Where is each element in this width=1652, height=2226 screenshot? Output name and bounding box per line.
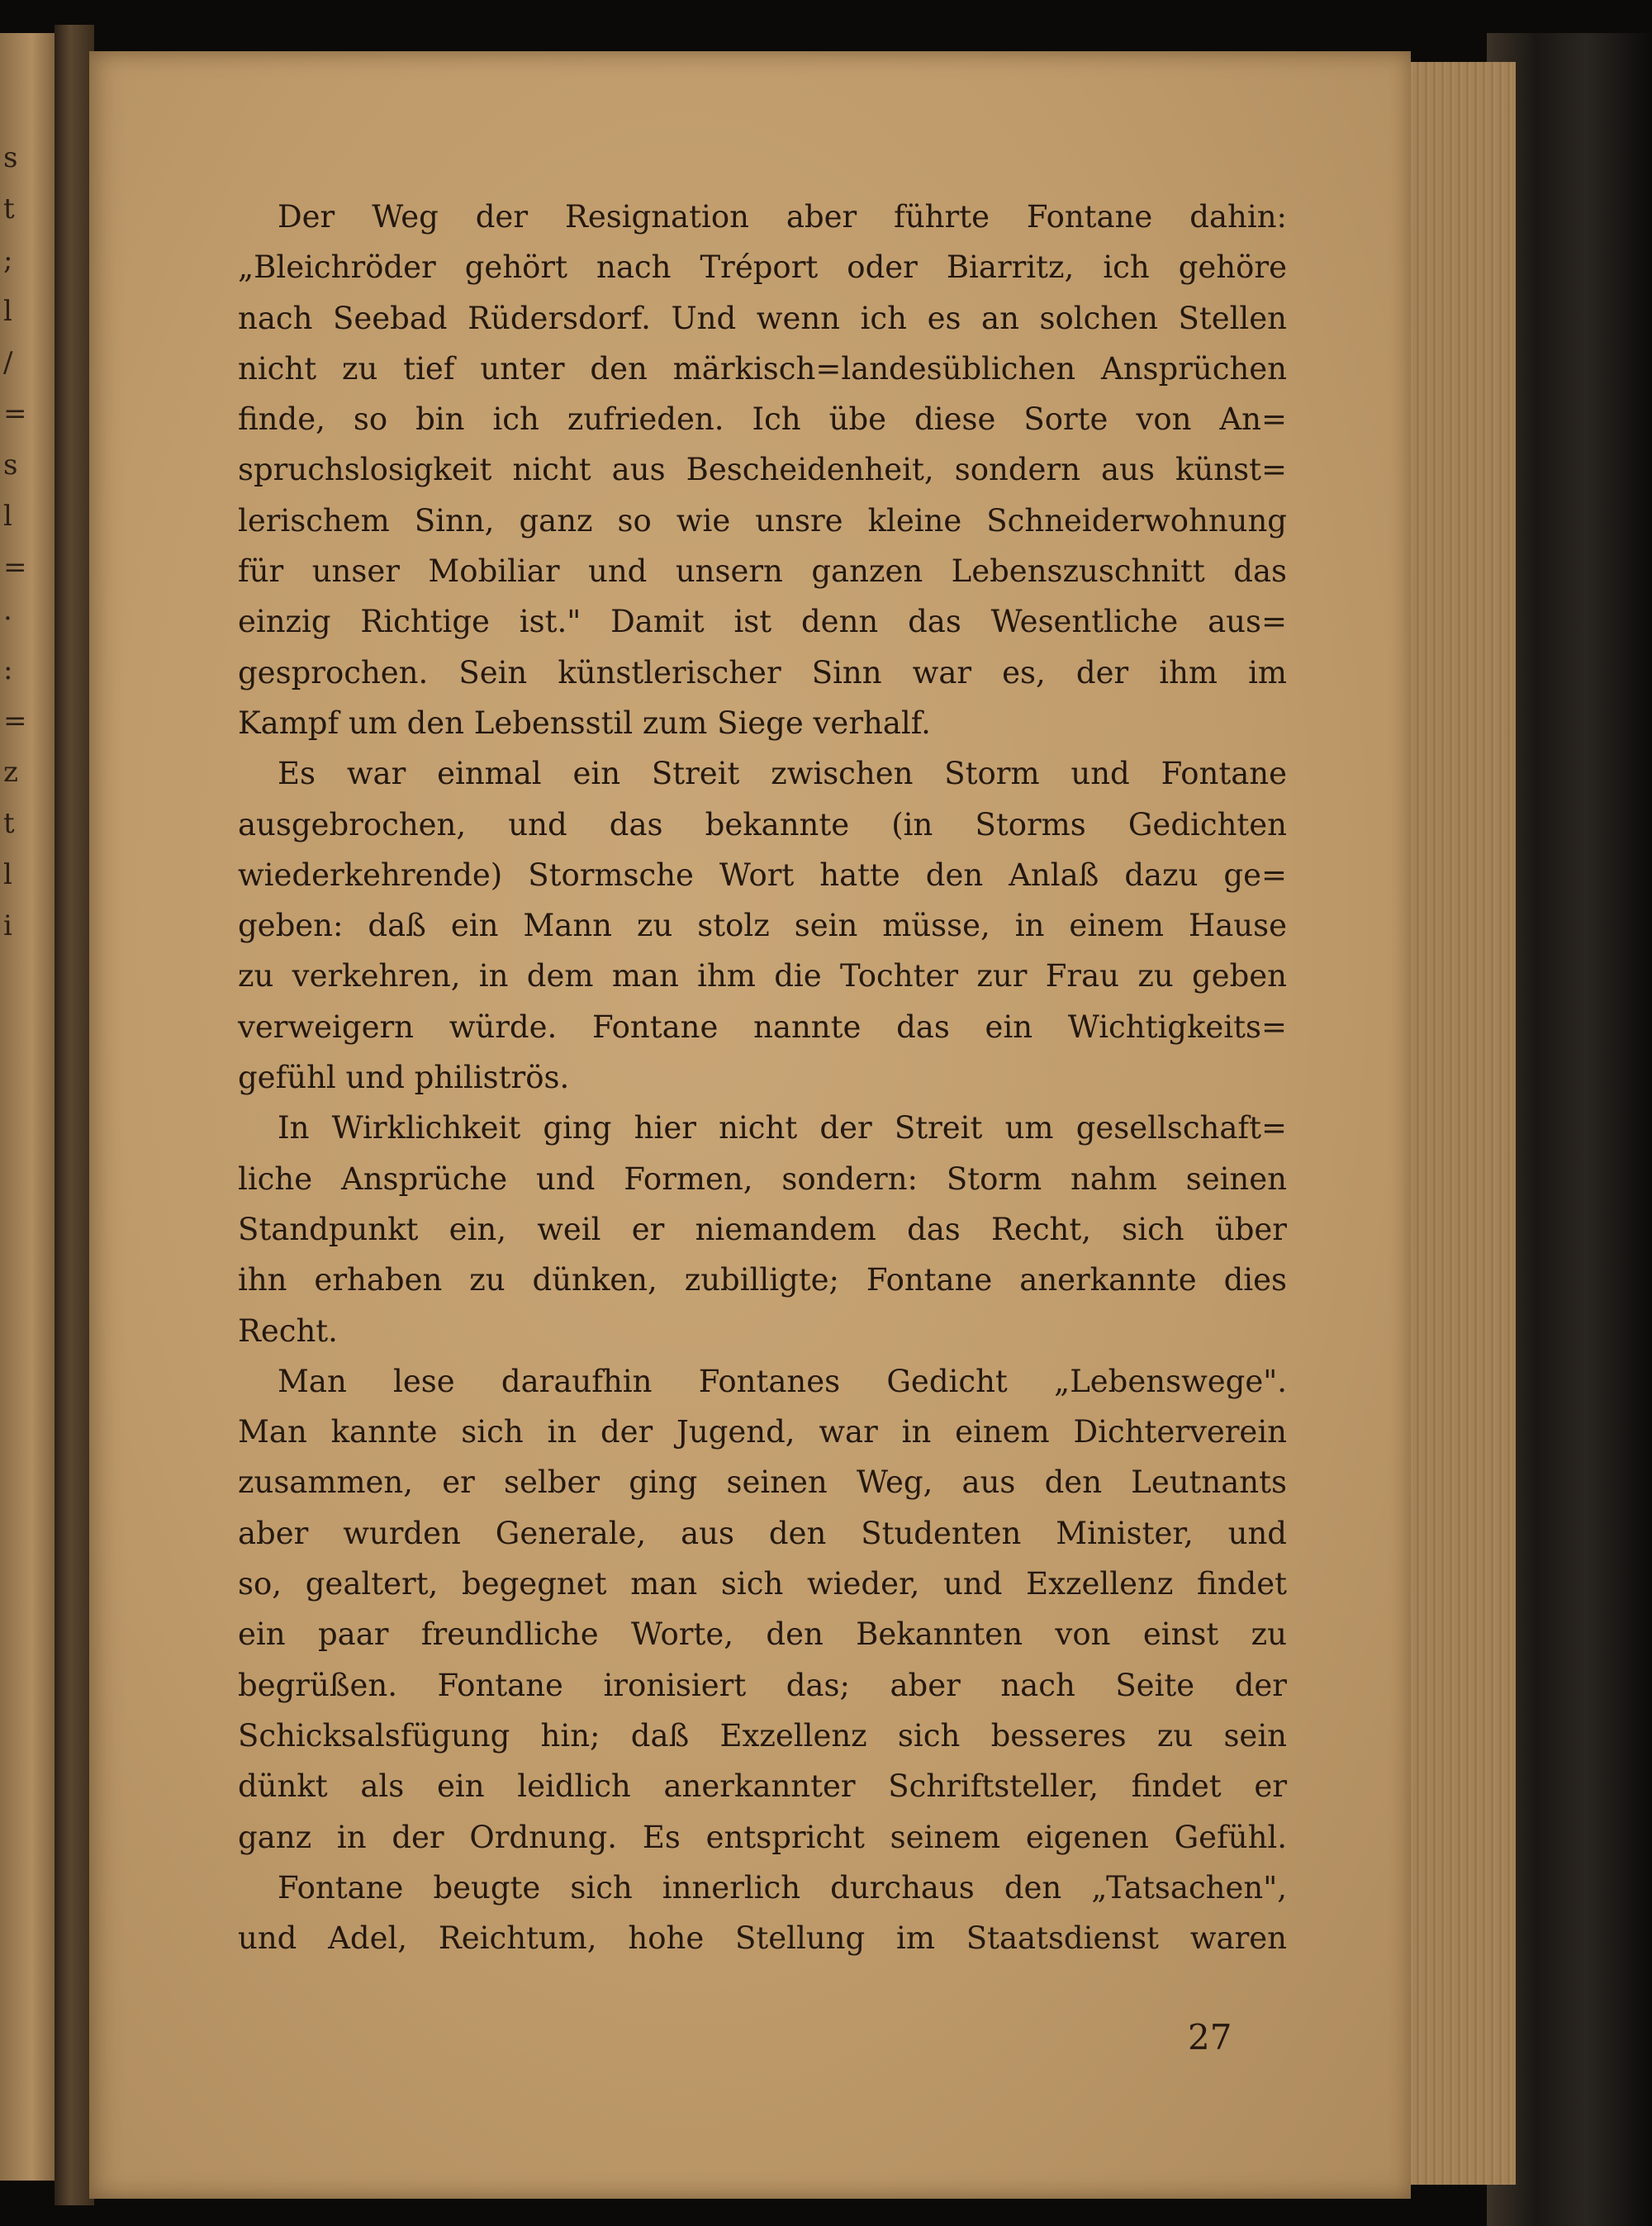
left-edge-char: ;	[3, 244, 13, 277]
left-edge-char: ·	[3, 602, 12, 635]
text-line: so, gealtert, begegnet man sich wieder, und Exzellenz findet	[238, 1566, 1287, 1602]
text-line: gefühl und philiströs.	[238, 1060, 570, 1096]
text-line: „Bleichröder gehört nach Tréport oder Biarritz, ich gehöre	[238, 249, 1287, 286]
text-line: Recht.	[238, 1312, 338, 1349]
text-line: für unser Mobiliar und unsern ganzen Lebenszuschnitt das	[238, 553, 1287, 590]
text-line: nach Seebad Rüdersdorf. Und wenn ich es an solchen Stellen	[238, 300, 1287, 336]
text-line: ganz in der Ordnung. Es entspricht seinem eigenen Gefühl.	[238, 1819, 1287, 1855]
body-text	[238, 192, 1287, 1963]
text-line: zusammen, er selber ging seinen Weg, aus den Leutnants	[238, 1464, 1287, 1501]
text-line: In Wirklichkeit ging hier nicht der Streit um gesellschaft=	[278, 1110, 1287, 1146]
text-line: Standpunkt ein, weil er niemandem das Recht, sich über	[238, 1211, 1287, 1247]
book-page	[89, 51, 1411, 2199]
left-edge-char: z	[3, 756, 18, 789]
text-line: nicht zu tief unter den märkisch=landesüblichen Ansprüchen	[238, 350, 1287, 387]
left-edge-char: l	[3, 858, 12, 891]
left-edge-char: s	[3, 449, 18, 482]
text-line: einzig Richtige ist." Damit ist denn das Wesentliche aus=	[238, 604, 1287, 640]
left-edge-char: /	[3, 346, 13, 379]
text-line: wiederkehrende) Stormsche Wort hatte den Anlaß dazu ge=	[238, 857, 1287, 893]
text-line: spruchslosigkeit nicht aus Bescheidenheit, sondern aus künst=	[238, 452, 1287, 488]
text-line: gesprochen. Sein künstlerischer Sinn war es, der ihm im	[238, 654, 1287, 691]
text-line: aber wurden Generale, aus den Studenten Minister, und	[238, 1515, 1287, 1551]
book-gutter	[55, 25, 94, 2205]
left-edge-char: t	[3, 807, 15, 840]
text-line: lerischem Sinn, ganz so wie unsre kleine Schneiderwohnung	[238, 502, 1287, 539]
text-line: Man lese daraufhin Fontanes Gedicht „Lebenswege".	[278, 1363, 1287, 1399]
text-line: geben: daß ein Mann zu stolz sein müsse, in einem Hause	[238, 908, 1287, 944]
text-line: Man kannte sich in der Jugend, war in einem Dichterverein	[238, 1414, 1287, 1450]
left-edge-char: =	[3, 705, 27, 738]
text-line: Der Weg der Resignation aber führte Fontane dahin:	[278, 199, 1287, 235]
left-edge-char: :	[3, 653, 13, 686]
text-line: finde, so bin ich zufrieden. Ich übe diese Sorte von An=	[238, 401, 1287, 438]
text-line: begrüßen. Fontane ironisiert das; aber nach Seite der	[238, 1667, 1287, 1703]
text-line: ein paar freundliche Worte, den Bekannten von einst zu	[238, 1616, 1287, 1653]
left-edge-char: =	[3, 551, 27, 584]
text-line: ihn erhaben zu dünken, zubilligte; Fontane anerkannte dies	[238, 1262, 1287, 1298]
left-page-edge	[0, 33, 58, 2181]
left-edge-char: l	[3, 500, 12, 533]
text-line: Kampf um den Lebensstil zum Siege verhalf.	[238, 705, 931, 741]
text-line: Schicksalsfügung hin; daß Exzellenz sich besseres zu sein	[238, 1717, 1287, 1754]
text-line: und Adel, Reichtum, hohe Stellung im Staatsdienst waren	[238, 1920, 1287, 1957]
left-edge-char: t	[3, 192, 15, 225]
left-edge-char: =	[3, 397, 27, 430]
left-edge-char: s	[3, 141, 18, 174]
left-edge-char: i	[3, 909, 12, 942]
text-line: Es war einmal ein Streit zwischen Storm und Fontane	[278, 756, 1287, 792]
text-line: liche Ansprüche und Formen, sondern: Storm nahm seinen	[238, 1160, 1287, 1197]
left-edge-char: l	[3, 295, 12, 328]
page-number: 27	[1188, 2017, 1232, 2058]
text-line: ausgebrochen, und das bekannte (in Storms Gedichten	[238, 806, 1287, 842]
text-line: dünkt als ein leidlich anerkannter Schriftsteller, findet er	[238, 1768, 1287, 1805]
text-line: verweigern würde. Fontane nannte das ein Wichtigkeits=	[238, 1009, 1287, 1045]
text-line: Fontane beugte sich innerlich durchaus den „Tatsachen",	[278, 1869, 1287, 1906]
left-page-edge-text	[3, 132, 28, 1371]
text-line: zu verkehren, in dem man ihm die Tochter zur Frau zu geben	[238, 958, 1287, 994]
